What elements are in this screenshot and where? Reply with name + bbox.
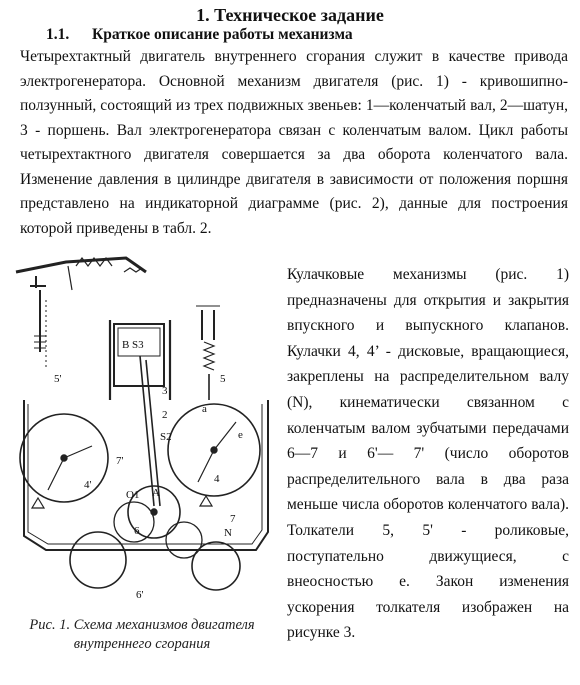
label-N: N bbox=[224, 527, 232, 539]
subsection-heading bbox=[46, 25, 353, 45]
label-6prime: 6' bbox=[136, 589, 144, 601]
label-2: 2 bbox=[162, 409, 168, 421]
subsection-number: 1.1. bbox=[46, 26, 70, 43]
label-4prime: 4' bbox=[84, 479, 92, 491]
label-A: A bbox=[152, 487, 160, 499]
label-3: 3 bbox=[162, 385, 168, 397]
section-heading: 1. Техническое задание bbox=[196, 5, 384, 25]
label-4: 4 bbox=[214, 473, 220, 485]
figure-caption: Рис. 1. Схема механизмов двигателя внутреннего сгорания bbox=[29, 617, 255, 652]
cam-paragraph: Кулачковые механизмы (рис. 1) предназначены для открытия и закрытия впускного и выпускного клапанов. Кулачки 4, 4’ - дисковые, вращающиеся, закреплены на распределительном валу (N), кинематически связанном с коленчатым валом зубчатыми передачами 6—7 и 6'— 7' (число оборотов распределительного вала в два раза меньше числа оборотов коленчатого вала). Толкатели 5, 5' - роликовые, поступательно движущиеся, с внеосностью е. Закон изменения ускорения толкателя изображен на рисунке 3. bbox=[287, 266, 569, 642]
label-e: e bbox=[238, 429, 243, 441]
mechanism-diagram bbox=[6, 250, 282, 606]
label-S3: S3 bbox=[132, 339, 144, 351]
label-S2: S2 bbox=[160, 431, 172, 443]
label-5prime: 5' bbox=[54, 373, 62, 385]
label-6: 6 bbox=[134, 525, 140, 537]
intro-paragraph: Четырехтактный двигатель внутреннего сгорания служит в качестве привода электрогенератора. Основной механизм двигателя (рис. 1) - кривошипно-ползунный, состоящий из трех подвижных звеньев: 1—коленчатый вал, 2—шатун, 3 - поршень. Вал электрогенератора связан с коленчатым валом. Цикл работы четырехтактного двигателя совершается за два оборота коленчатого вала. Изменение давления в цилиндре двигателя в зависимости от положения поршня представлено на индикаторной диаграмме (рис. 2), данные для построения которой приведены в табл. 2. bbox=[20, 48, 568, 237]
label-7prime: 7' bbox=[116, 455, 124, 467]
label-B: B bbox=[122, 339, 130, 351]
label-5: 5 bbox=[220, 373, 226, 385]
label-7: 7 bbox=[230, 513, 236, 525]
subsection-title: Краткое описание работы механизма bbox=[92, 26, 353, 43]
label-O1: O1 bbox=[126, 489, 140, 501]
label-a: a bbox=[202, 403, 207, 415]
